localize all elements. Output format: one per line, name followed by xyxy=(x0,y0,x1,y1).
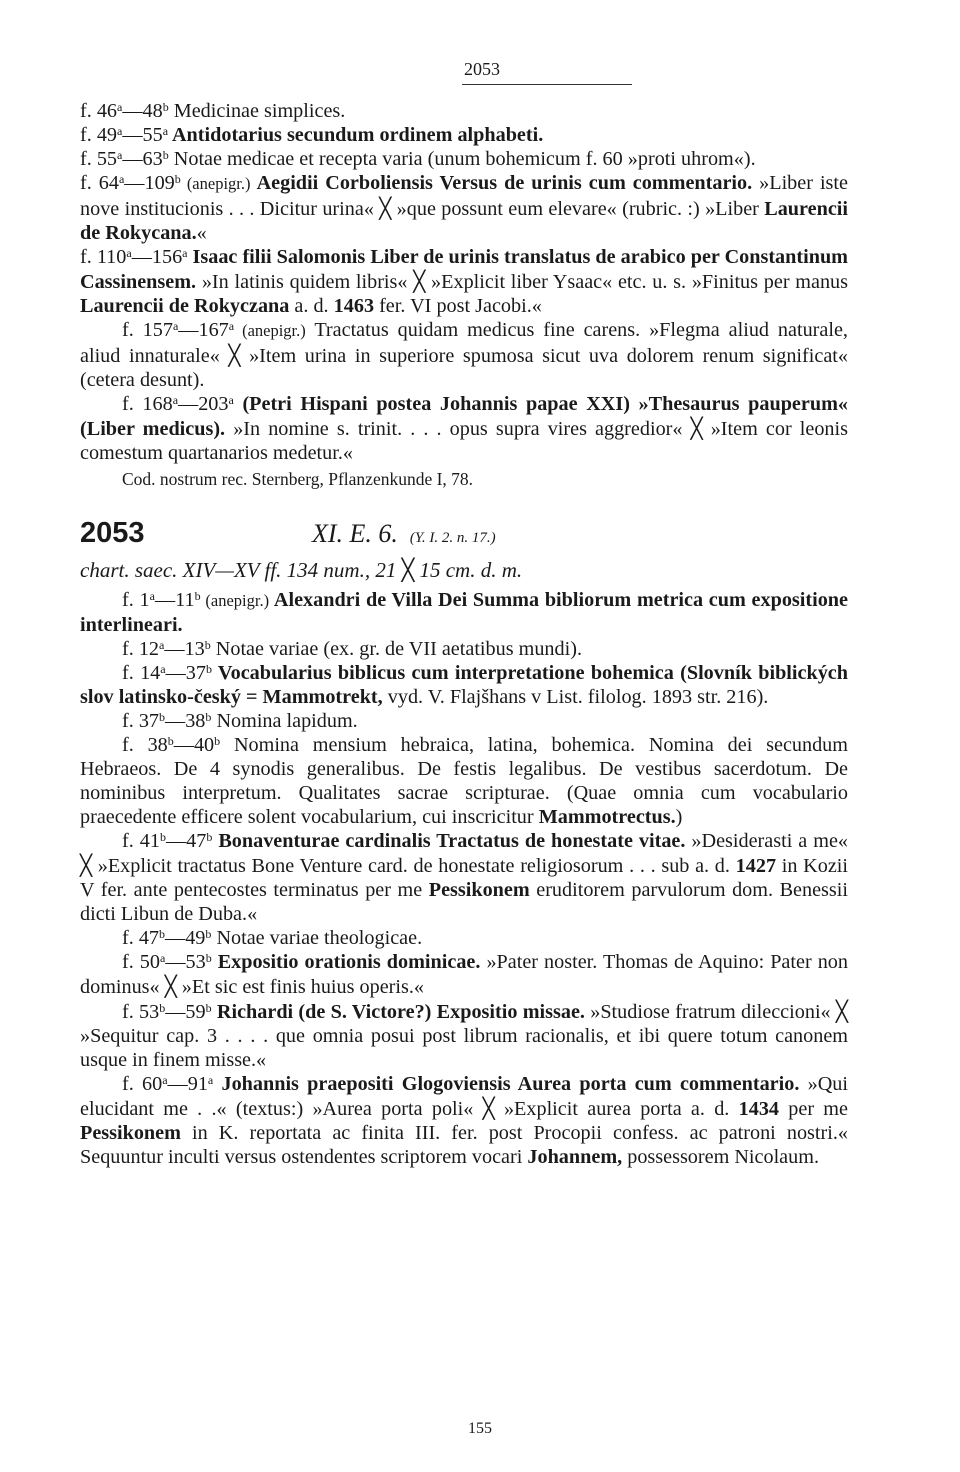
cross-symbol: ╳ xyxy=(835,999,848,1023)
page-body xyxy=(80,58,848,1169)
entry: f. 64$^a$—109$^b$ (anepigr.) Aegidii Corboliensis Versus de urinis cum commentario. »Liber iste nove institucionis . . . Dicitur urina« ╳ »que possunt eum elevare« (rubric. :) »Liber Laurencii de Rokycana.« xyxy=(80,172,848,244)
codex-number: 2053 xyxy=(80,517,145,549)
entry: f. 168$^a$—203$^a$ (Petri Hispani postea Johannis papae XXI) »Thesaurus pauperum« (Liber medicus). »In nomine s. trinit. . . . opus supra vires aggredior« ╳ »Item cor leonis comestum quartanarios medetur.« xyxy=(80,393,848,464)
cross-symbol: ╳ xyxy=(413,269,426,293)
page-number: 155 xyxy=(468,1420,492,1437)
entry: f. 1$^a$—11$^b$ (anepigr.) Alexandri de Villa Dei Summa bibliorum metrica cum expositione interlineari. xyxy=(80,589,848,636)
entry: f. 110$^a$—156$^a$ Isaac filii Salomonis Liber de urinis translatus de arabico per Constantinum Cassinensem. »In latinis quidem libris« ╳ »Explicit liber Ysaac« etc. u. s. »Finitus per manus Laurencii de Rokyczana a. d. 1463 fer. VI post Jacobi.« xyxy=(80,246,848,317)
cross-symbol: ╳ xyxy=(80,853,93,877)
entry: f. 37$^b$—38$^b$ Nomina lapidum. xyxy=(122,710,358,732)
entry: f. 50$^a$—53$^b$ Expositio orationis dominicae. »Pater noster. Thomas de Aquino: Pater non dominus« ╳ »Et sic est finis huius operis.« xyxy=(80,951,848,998)
entry: f. 53$^b$—59$^b$ Richardi (de S. Victore?) Expositio missae. »Studiose fratrum dileccioni« ╳ »Sequitur cap. 3 . . . . que omnia posui post librum racionalis, et ibi quere totum canonem usque in finem misse.« xyxy=(80,999,848,1071)
entry: f. 49$^a$—55$^a$ Antidotarius secundum ordinem alphabeti. xyxy=(80,124,544,146)
cross-symbol: ╳ xyxy=(164,974,177,998)
codex-old-signature: (Y. I. 2. n. 17.) xyxy=(409,530,496,546)
codex-description: chart. saec. XIV—XV ff. 134 num., 21 ╳ 15 cm. d. m. xyxy=(80,558,523,582)
running-head: 2053 xyxy=(464,59,500,79)
entry: f. 38$^b$—40$^b$ Nomina mensium hebraica, latina, bohemica. Nomina dei secundum Hebraeos. De 4 synodis generalibus. De festis legalibus. De vestibus sacerdotum. De nominibus interpretum. Qualitates sacrae scripturae. (Quae omnia cum vocabulario praecedente efficere solent vocabularium, cui inscricitur Mammotrectus.) xyxy=(80,734,848,828)
codex-signature: XI. E. 6. xyxy=(312,519,398,548)
entry: f. 55$^a$—63$^b$ Notae medicae et recepta varia (unum bohemicum f. 60 »proti uhrom«). xyxy=(80,148,756,170)
entry: f. 60$^a$—91$^a$ Johannis praepositi Glogoviensis Aurea porta cum commentario. »Qui elucidant me . .« (textus:) »Aurea porta poli« ╳ »Explicit aurea porta a. d. 1434 per me Pessikonem in K. reportata ac finita III. fer. post Procopii confess. ac patroni nostri.« Sequuntur inculti versus ostendentes scriptorem vocari Johannem, possessorem Nicolaum. xyxy=(80,1073,848,1168)
codex-heading xyxy=(80,517,848,550)
cross-symbol: ╳ xyxy=(482,1096,495,1120)
entry: f. 12$^a$—13$^b$ Notae variae (ex. gr. de VII aetatibus mundi). xyxy=(122,638,582,660)
entry: f. 157$^a$—167$^a$ (anepigr.) Tractatus quidam medicus fine carens. »Flegma aliud naturale, aliud innaturale« ╳ »Item urina in superiore spumosa sicut uva dolorem renum significat« (cetera desunt). xyxy=(80,319,848,391)
provenance-note: Cod. nostrum rec. Sternberg, Pflanzenkunde I, 78. xyxy=(122,469,474,489)
entry: f. 46$^a$—48$^b$ Medicinae simplices. xyxy=(80,100,346,122)
cross-symbol: ╳ xyxy=(690,416,703,440)
entry: f. 47$^b$—49$^b$ Notae variae theologicae. xyxy=(122,927,423,949)
cross-symbol: ╳ xyxy=(379,196,392,220)
cross-symbol: ╳ xyxy=(228,343,241,367)
entry: f. 41$^b$—47$^b$ Bonaventurae cardinalis Tractatus de honestate vitae. »Desiderasti a me« ╳ »Explicit tractatus Bone Venture card. de honestate religiosorum . . . sub a. d. 1427 in Kozii V fer. ante pentecostes terminatus per me Pessikonem eruditorem parvulorum dom. Benessii dicti Libun de Duba.« xyxy=(80,830,848,925)
header-rule xyxy=(462,84,632,85)
entry: f. 14$^a$—37$^b$ Vocabularius biblicus cum interpretatione bohemica (Slovník biblických slov latinsko-český = Mammotrekt, vyd. V. Flajšhans v List. filolog. 1893 str. 216). xyxy=(80,662,848,708)
